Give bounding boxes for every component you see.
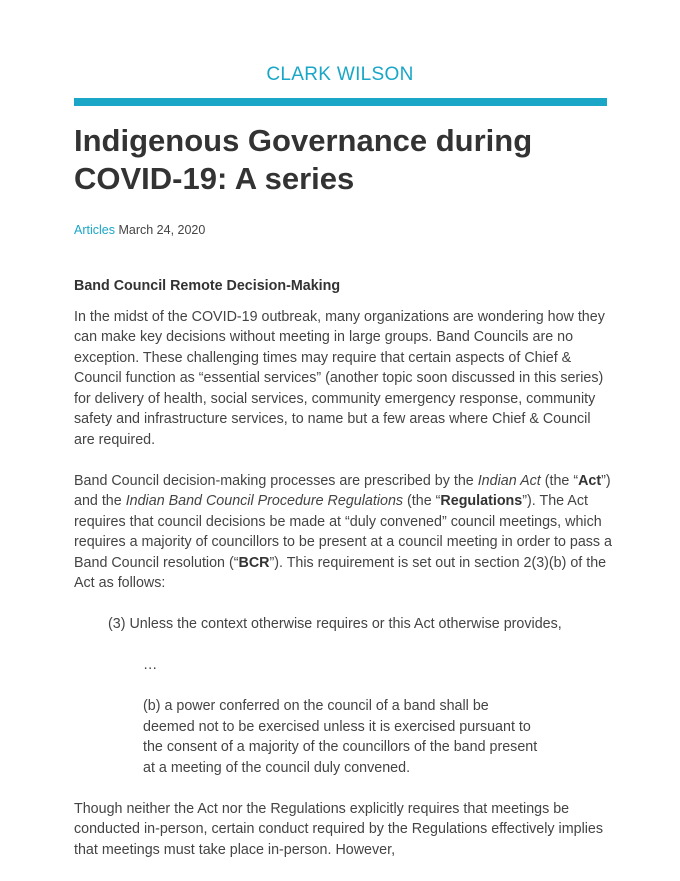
article-meta xyxy=(74,223,205,237)
paragraph: Though neither the Act nor the Regulations explicitly requires that meetings be conducted in-person, certain conduct required by the Regulations effectively implies that meetings must take place in-person. However, xyxy=(74,800,604,858)
article-body xyxy=(74,276,614,881)
article-title: Indigenous Governance during COVID-19: A series xyxy=(74,123,533,196)
publish-date: March 24, 2020 xyxy=(118,223,206,237)
bold-term: Regulations xyxy=(440,493,523,509)
text: (the “ xyxy=(403,493,441,509)
text: ”) and the xyxy=(74,472,611,509)
block-quote: (3) Unless the context otherwise requires or this Act otherwise provides, xyxy=(108,616,562,632)
text: Band Council decision-making processes are prescribed by the xyxy=(74,472,478,489)
text: (the “ xyxy=(540,472,579,489)
bold-term: BCR xyxy=(238,554,270,571)
quote-text: (b) a power conferred on the council of a band shall be deemed not to be exercised unless it is exercised pursuant to the consent of a majority of the councillors of the band present at a meeting of the council duly convened. xyxy=(143,698,538,776)
nested-quote xyxy=(74,655,543,778)
bold-term: Act xyxy=(578,472,602,489)
text: ”). This requirement is set out in section 2(3)(b) of the Act as follows: xyxy=(74,554,607,591)
section-heading: Band Council Remote Decision-Making xyxy=(74,278,341,294)
paragraph: In the midst of the COVID-19 outbreak, many organizations are wondering how they can make key decisions without meeting in large groups. Band Councils are no exception. These challenging times may require that certain aspects of Chief & Council function as “essential services” (another topic soon discussed in this series) for delivery of health, social services, community emergency response, community safety and infrastructure services, to name but a few areas where Chief & Council are required. xyxy=(74,308,605,448)
text: ”). The Act requires that council decisions be made at “duly convened” council meetings, which requires a majority of councillors to be present at a council meeting in order to pass a Band Council resolution (“ xyxy=(74,493,612,571)
category-link[interactable]: Articles xyxy=(74,223,115,237)
ellipsis: … xyxy=(143,657,158,673)
brand-logo[interactable]: CLARK WILSON xyxy=(266,64,414,85)
italic-text: Indian Band Council Procedure Regulations xyxy=(125,493,404,509)
paragraph xyxy=(74,471,614,594)
italic-text: Indian Act xyxy=(477,472,541,489)
header-divider xyxy=(74,98,607,106)
